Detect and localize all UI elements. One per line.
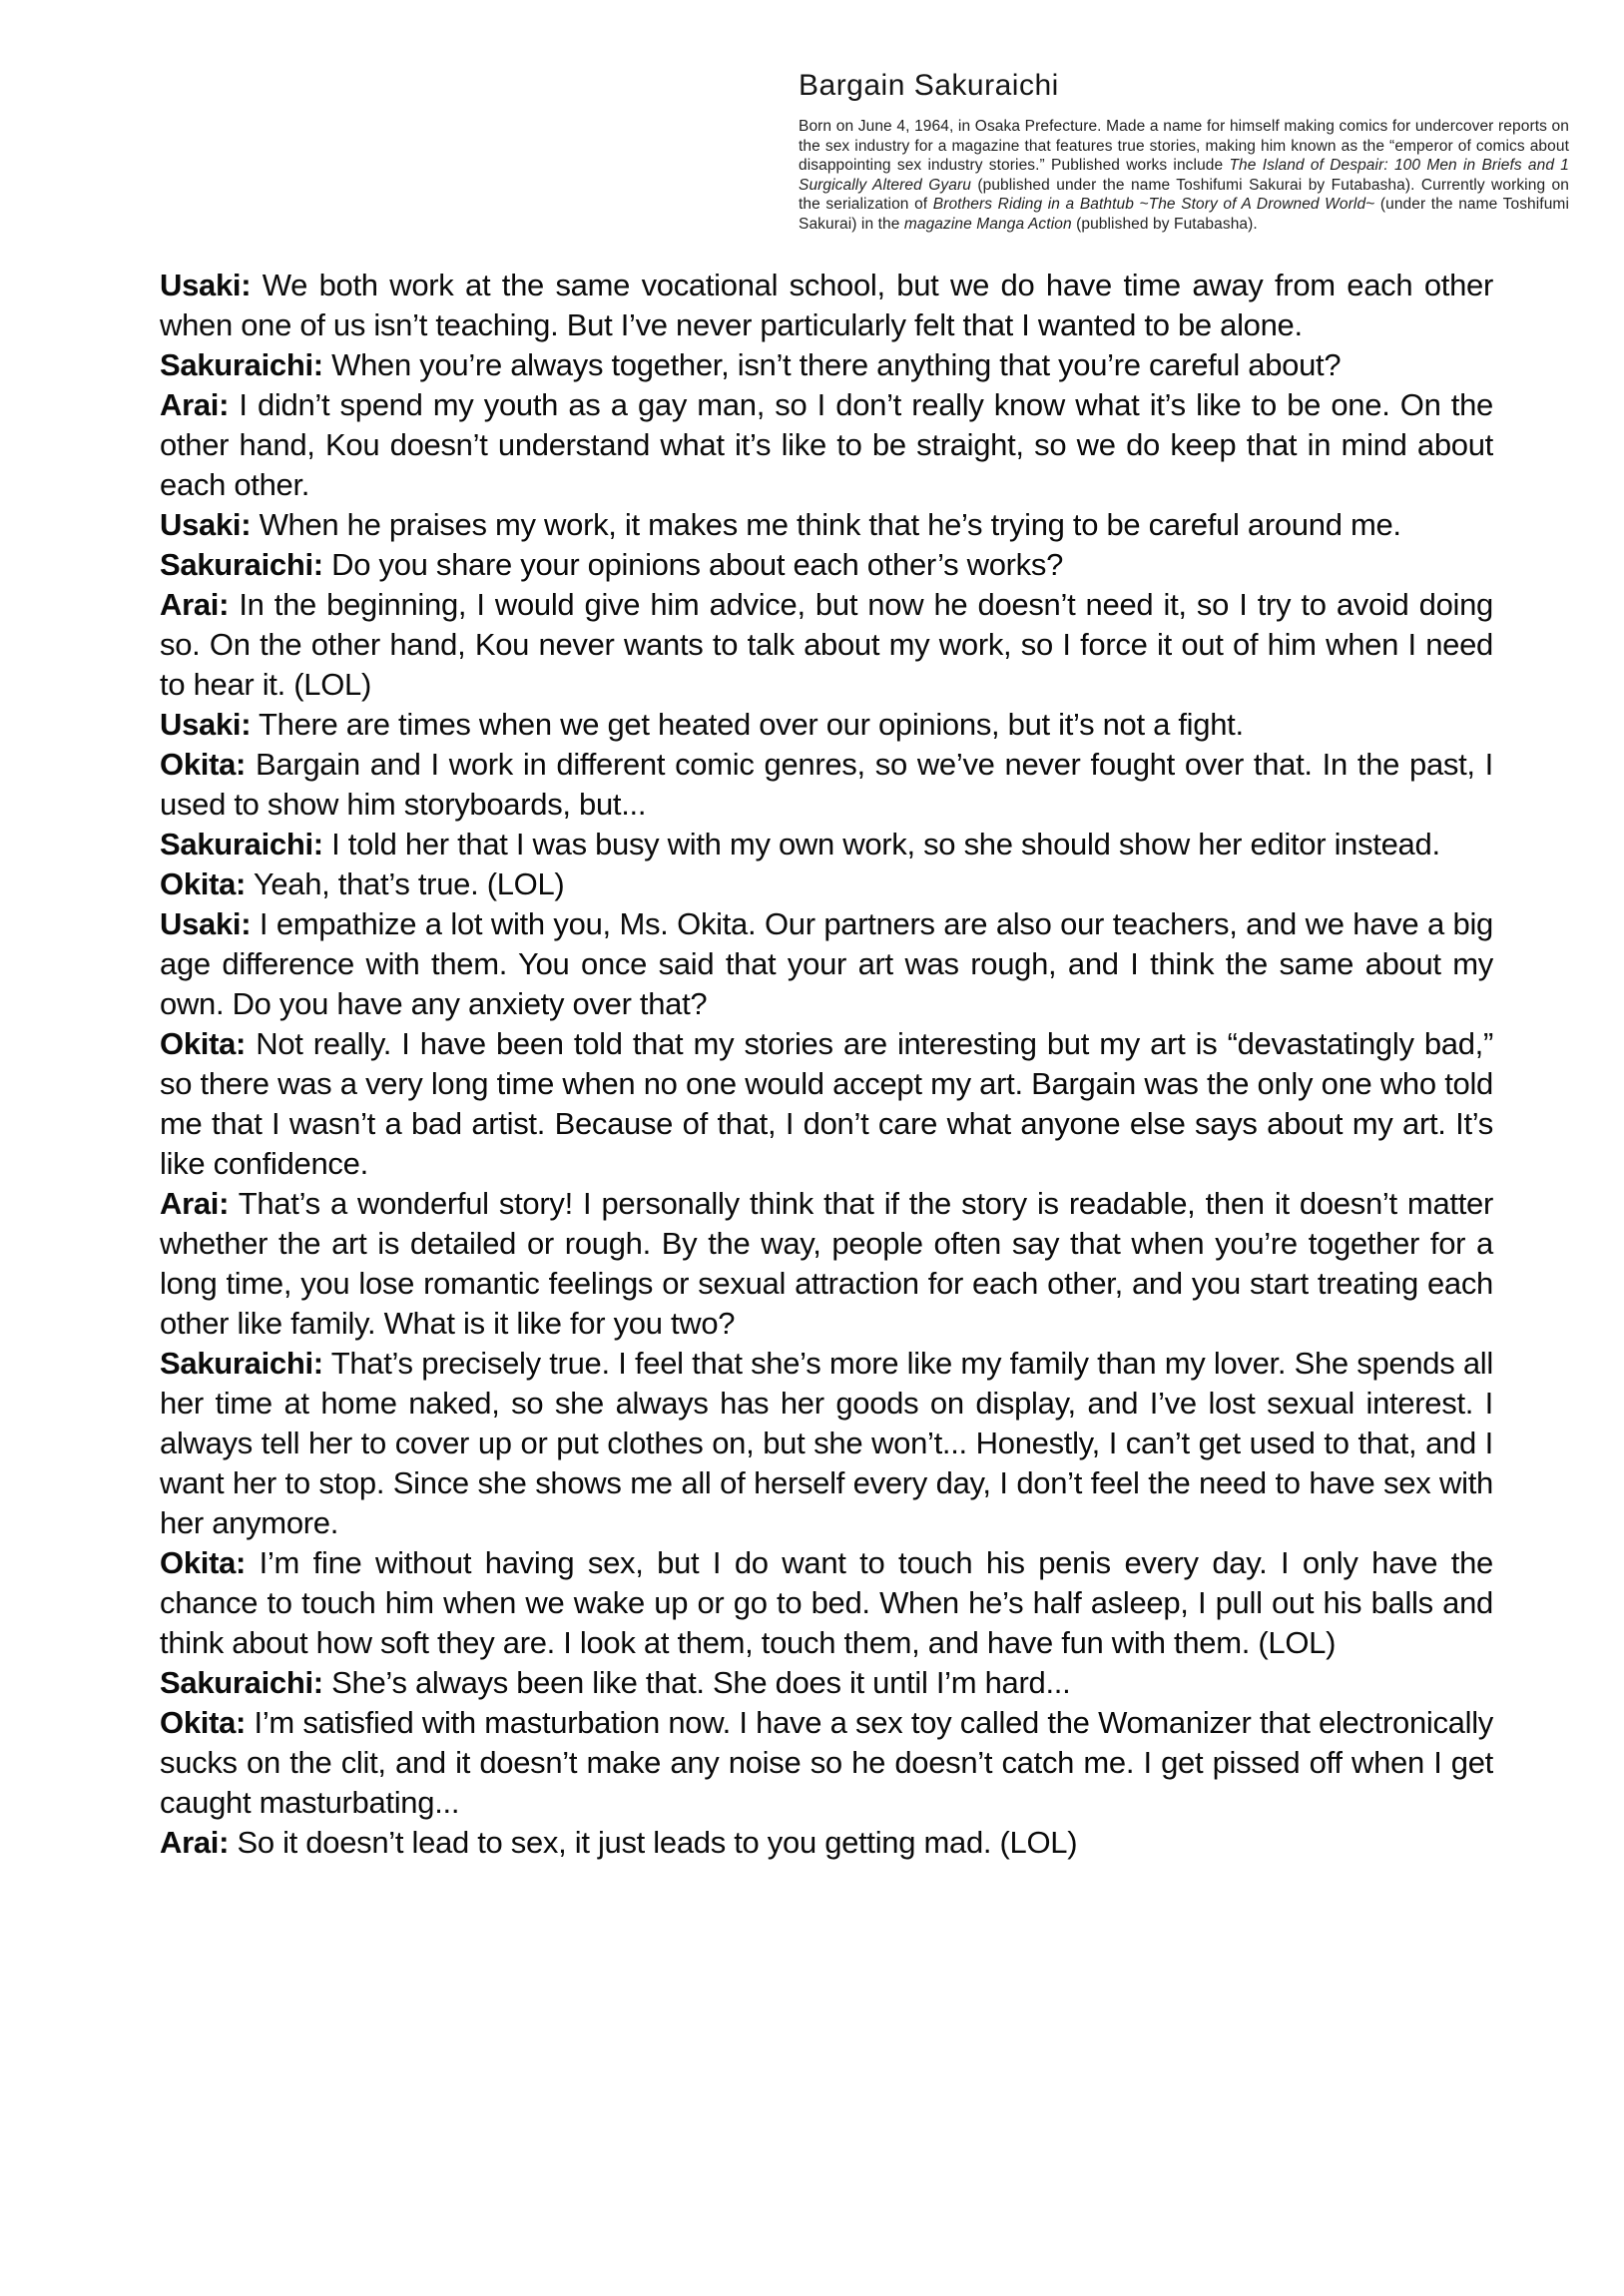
- dialogue-text: I didn’t spend my youth as a gay man, so I don’t really know what it’s like to be one. On the other hand, Kou doesn’t understand what it’s like to be straight, so we do keep that in mind about each other.: [160, 387, 1493, 502]
- author-name-title: Bargain Sakuraichi: [799, 69, 1059, 102]
- dialogue-text: We both work at the same vocational school, but we do have time away from each other when one of us isn’t teaching. But I’ve never particularly felt that I wanted to be alone.: [160, 268, 1493, 342]
- dialogue-text: That’s a wonderful story! I personally think that if the story is readable, then it doesn’t matter whether the art is detailed or rough. By the way, people often say that when you’re together for a long time, you lose romantic feelings or sexual attraction for each other, and you start treating each other like family. What is it like for you two?: [160, 1186, 1493, 1341]
- speaker-label: Sakuraichi:: [160, 827, 323, 861]
- bio-work-title: Brothers Riding in a Bathtub ~The Story of A Drowned World~: [932, 196, 1375, 214]
- dialogue-text: She’s always been like that. She does it until I’m hard...: [331, 1665, 1071, 1700]
- dialogue-text: I’m satisfied with masturbation now. I have a sex toy called the Womanizer that electronically sucks on the clit, and it doesn’t make any noise so he doesn’t catch me. I get pissed off when I get caught masturbating...: [160, 1705, 1493, 1820]
- dialogue-turn: [160, 1663, 1493, 1703]
- speaker-label: Sakuraichi:: [160, 1665, 323, 1700]
- dialogue-text: Bargain and I work in different comic genres, so we’ve never fought over that. In the past, I used to show him storyboards, but...: [160, 747, 1493, 822]
- dialogue-turn: [160, 745, 1493, 825]
- speaker-label: Usaki:: [160, 507, 252, 542]
- dialogue-turn: [160, 545, 1493, 585]
- dialogue-turn: [160, 1344, 1493, 1543]
- dialogue-turn: [160, 385, 1493, 505]
- dialogue-turn: [160, 345, 1493, 385]
- bio-magazine-title: magazine Manga Action: [903, 215, 1072, 233]
- dialogue-text: There are times when we get heated over our opinions, but it’s not a fight.: [259, 707, 1244, 742]
- dialogue-text: In the beginning, I would give him advice, but now he doesn’t need it, so I try to avoid doing so. On the other hand, Kou never wants to talk about my work, so I force it out of him when I need to hear it. (LOL): [160, 587, 1493, 702]
- dialogue-turn: [160, 1024, 1493, 1184]
- dialogue-text: Yeah, that’s true. (LOL): [253, 866, 565, 901]
- dialogue-text: Do you share your opinions about each other’s works?: [331, 547, 1064, 582]
- bio-segment: (published under the name Toshifumi Sakurai by Futabasha). Currently working on the serialization of: [799, 176, 1570, 214]
- dialogue-turn: [160, 266, 1493, 345]
- author-bio: [799, 117, 1569, 235]
- dialogue-turn: [160, 505, 1493, 545]
- dialogue-turn: [160, 1823, 1493, 1863]
- bio-segment: Born on June 4, 1964, in Osaka Prefecture. Made a name for himself making comics for undercover reports on the sex industry for a magazine that features true stories, making him known as the “emperor of comics about disappointing sex industry stories.” Published works include: [799, 118, 1569, 175]
- dialogue-turn: [160, 1543, 1493, 1663]
- dialogue-turn: [160, 1184, 1493, 1344]
- dialogue-turn: [160, 864, 1493, 904]
- speaker-label: Okita:: [160, 1026, 247, 1061]
- bio-segment: (published by Futabasha).: [1071, 215, 1258, 233]
- speaker-label: Sakuraichi:: [160, 547, 323, 582]
- interview-transcript: [160, 266, 1493, 1863]
- speaker-label: Okita:: [160, 747, 247, 782]
- speaker-label: Sakuraichi:: [160, 1346, 323, 1381]
- speaker-label: Usaki:: [160, 707, 252, 742]
- bio-work-title: The Island of Despair: 100 Men in Briefs and 1 Surgically Altered Gyaru: [799, 157, 1570, 194]
- dialogue-text: When he praises my work, it makes me think that he’s trying to be careful around me.: [259, 507, 1401, 542]
- speaker-label: Arai:: [160, 1825, 230, 1860]
- dialogue-text: I’m fine without having sex, but I do want to touch his penis every day. I only have the chance to touch him when we wake up or go to bed. When he’s half asleep, I pull out his balls and think about how soft they are. I look at them, touch them, and have fun with them. (LOL): [160, 1545, 1493, 1660]
- speaker-label: Usaki:: [160, 906, 252, 941]
- speaker-label: Arai:: [160, 387, 230, 422]
- speaker-label: Sakuraichi:: [160, 347, 323, 382]
- speaker-label: Okita:: [160, 1705, 247, 1740]
- dialogue-turn: [160, 904, 1493, 1024]
- author-header: [799, 68, 1569, 235]
- dialogue-text: I empathize a lot with you, Ms. Okita. Our partners are also our teachers, and we have a big age difference with them. You once said that your art was rough, and I think the same about my own. Do you have any anxiety over that?: [160, 906, 1493, 1021]
- dialogue-text: Not really. I have been told that my stories are interesting but my art is “devastatingly bad,” so there was a very long time when no one would accept my art. Bargain was the only one who told me that I wasn’t a bad artist. Because of that, I don’t care what anyone else says about my art. It’s like confidence.: [160, 1026, 1493, 1181]
- speaker-label: Arai:: [160, 587, 230, 622]
- speaker-label: Okita:: [160, 866, 247, 901]
- dialogue-turn: [160, 705, 1493, 745]
- speaker-label: Usaki:: [160, 268, 252, 302]
- dialogue-text: I told her that I was busy with my own work, so she should show her editor instead.: [331, 827, 1440, 861]
- dialogue-turn: [160, 1703, 1493, 1823]
- dialogue-text: So it doesn’t lead to sex, it just leads to you getting mad. (LOL): [237, 1825, 1078, 1860]
- speaker-label: Arai:: [160, 1186, 230, 1221]
- dialogue-text: When you’re always together, isn’t there anything that you’re careful about?: [331, 347, 1342, 382]
- bio-segment: (under the name Toshifumi Sakurai) in the: [799, 196, 1569, 233]
- dialogue-text: That’s precisely true. I feel that she’s more like my family than my lover. She spends all her time at home naked, so she always has her goods on display, and I’ve lost sexual interest. I always tell her to cover up or put clothes on, but she won’t... Honestly, I can’t get used to that, and I want her to stop. Since she shows me all of herself every day, I don’t feel the need to have sex with her anymore.: [160, 1346, 1493, 1540]
- dialogue-turn: [160, 585, 1493, 705]
- dialogue-turn: [160, 825, 1493, 864]
- speaker-label: Okita:: [160, 1545, 247, 1580]
